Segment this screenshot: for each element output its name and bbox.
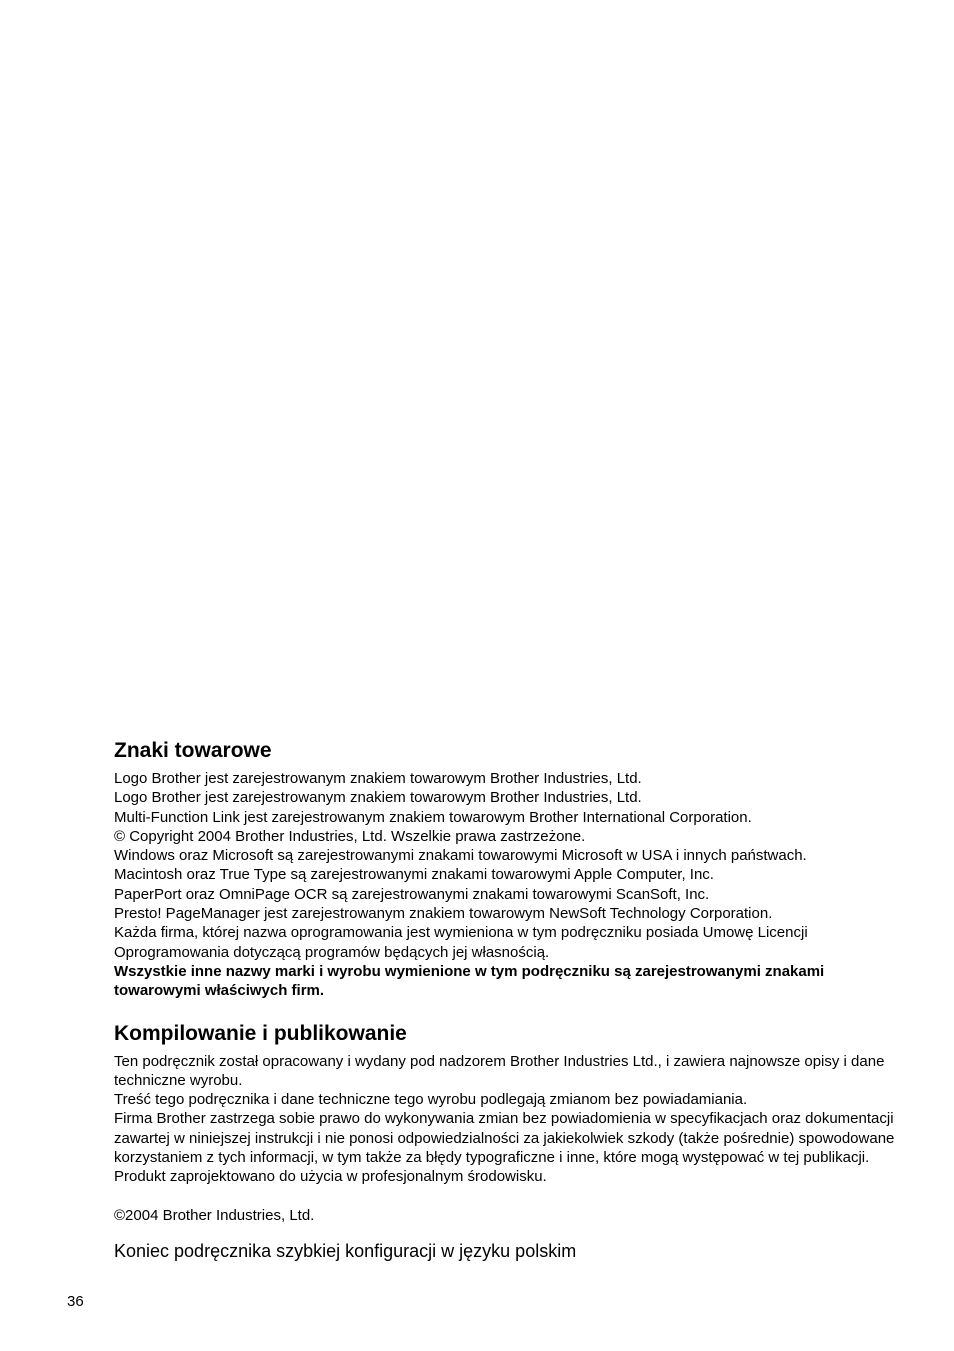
- publishing-paragraph: Firma Brother zastrzega sobie prawo do wykonywania zmian bez powiadomienia w specyfikacjach oraz dokumentacji zawartej w niniejszej instrukcji i nie ponosi odpowiedzialności za jakiekolwiek szkody (także pośrednie) spowodowane korzystaniem z tych informacji, w tym także za błędy typograficzne i inne, które mogą występować w tej publikacji.: [114, 1110, 895, 1167]
- trademarks-bold-note: Wszystkie inne nazwy marki i wyrobu wymienione w tym podręczniku są zarejestrowanymi znakami towarowymi właściwych firm.: [114, 962, 825, 1000]
- trademark-line: Logo Brother jest zarejestrowanym znakiem towarowym Brother Industries, Ltd.: [114, 789, 642, 807]
- trademark-line: Każda firma, której nazwa oprogramowania jest wymieniona w tym podręczniku posiada Umowę Licencji Oprogramowania dotyczącą programów będących jej własnością.: [114, 924, 808, 961]
- trademark-line: Windows oraz Microsoft są zarejestrowanymi znakami towarowymi Microsoft w USA i innych państwach.: [114, 847, 807, 865]
- trademark-line: Multi-Function Link jest zarejestrowanym znakiem towarowym Brother International Corporation.: [114, 808, 752, 826]
- trademark-line: PaperPort oraz OmniPage OCR są zarejestrowanymi znakami towarowymi ScanSoft, Inc.: [114, 885, 710, 903]
- ending-note: Koniec podręcznika szybkiej konfiguracji w języku polskim: [114, 1240, 577, 1261]
- publishing-heading: Kompilowanie i publikowanie: [114, 1021, 407, 1045]
- publishing-paragraph: Produkt zaprojektowano do użycia w profesjonalnym środowisku.: [114, 1168, 547, 1186]
- copyright-line: ©2004 Brother Industries, Ltd.: [114, 1206, 315, 1224]
- page-number: 36: [67, 1293, 84, 1310]
- trademark-line: Logo Brother jest zarejestrowanym znakiem towarowym Brother Industries, Ltd.: [114, 770, 642, 787]
- publishing-paragraph: Ten podręcznik został opracowany i wydany pod nadzorem Brother Industries Ltd., i zawiera najnowsze opisy i dane techniczne wyrobu.: [114, 1052, 885, 1089]
- publishing-paragraph: Treść tego podręcznika i dane techniczne tego wyrobu podlegają zmianom bez powiadamiania.: [114, 1091, 748, 1109]
- publishing-section: [114, 1021, 914, 1187]
- trademark-line: Presto! PageManager jest zarejestrowanym znakiem towarowym NewSoft Technology Corporation.: [114, 905, 773, 923]
- trademark-line: Macintosh oraz True Type są zarejestrowanymi znakami towarowymi Apple Computer, Inc.: [114, 866, 714, 884]
- document-body: [114, 738, 914, 1262]
- trademarks-heading: Znaki towarowe: [114, 739, 272, 762]
- trademarks-section: [114, 738, 914, 1001]
- trademark-line: © Copyright 2004 Brother Industries, Ltd. Wszelkie prawa zastrzeżone.: [114, 827, 586, 845]
